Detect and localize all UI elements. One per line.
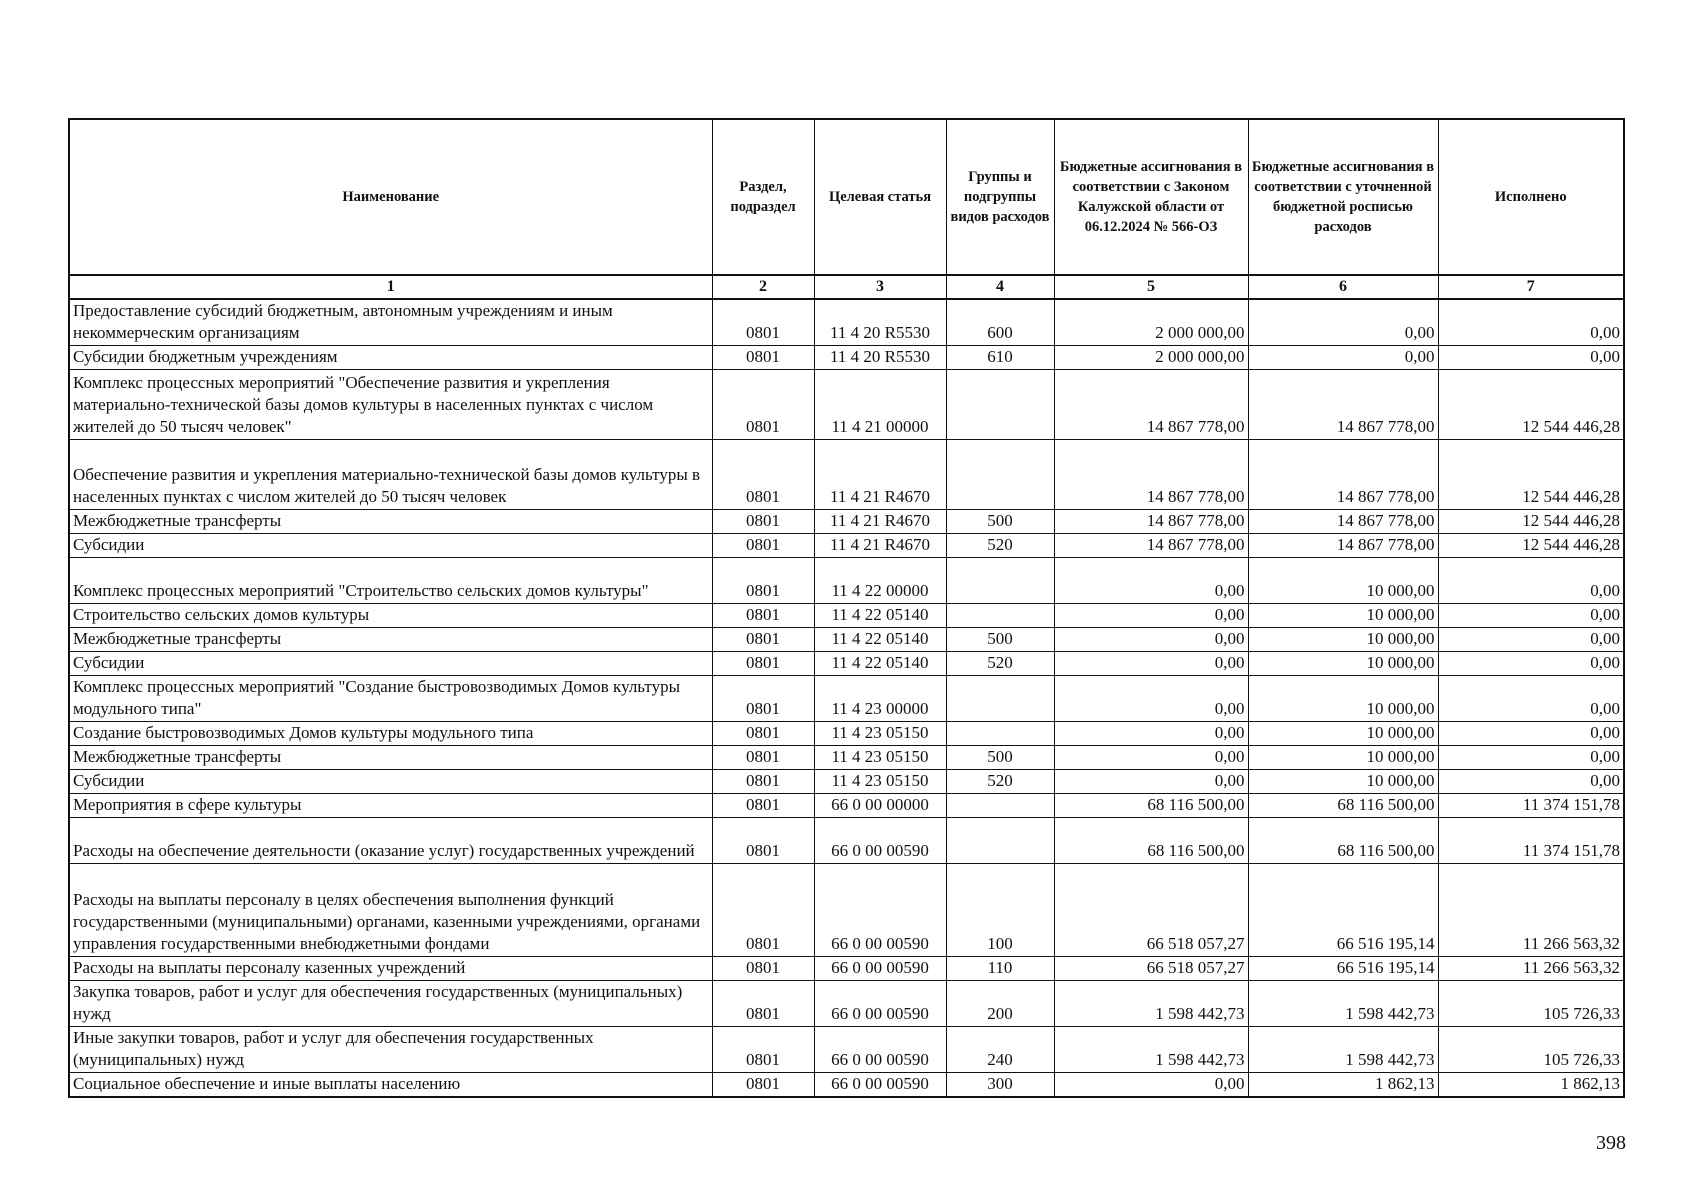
table-row xyxy=(69,676,1624,722)
row-section: 0801 xyxy=(712,1073,814,1098)
row-executed-amount: 0,00 xyxy=(1438,746,1624,770)
row-target-article: 11 4 20 R5530 xyxy=(814,299,946,346)
table-row xyxy=(69,770,1624,794)
row-executed-amount: 105 726,33 xyxy=(1438,1027,1624,1073)
header-name: Наименование xyxy=(69,119,712,275)
row-target-article: 66 0 00 00590 xyxy=(814,1027,946,1073)
table-row xyxy=(69,864,1624,957)
row-revised-amount: 14 867 778,00 xyxy=(1248,440,1438,510)
row-revised-amount: 1 598 442,73 xyxy=(1248,981,1438,1027)
row-expense-group xyxy=(946,558,1054,604)
column-number: 4 xyxy=(946,275,1054,299)
row-law-amount: 66 518 057,27 xyxy=(1054,864,1248,957)
row-expense-group: 500 xyxy=(946,746,1054,770)
column-number: 3 xyxy=(814,275,946,299)
row-revised-amount: 10 000,00 xyxy=(1248,770,1438,794)
row-revised-amount: 10 000,00 xyxy=(1248,722,1438,746)
table-row xyxy=(69,746,1624,770)
row-section: 0801 xyxy=(712,628,814,652)
row-law-amount: 68 116 500,00 xyxy=(1054,818,1248,864)
row-law-amount: 0,00 xyxy=(1054,770,1248,794)
row-expense-group xyxy=(946,722,1054,746)
table-row xyxy=(69,346,1624,370)
table-row xyxy=(69,722,1624,746)
row-law-amount: 1 598 442,73 xyxy=(1054,1027,1248,1073)
row-name: Расходы на выплаты персоналу в целях обеспечения выполнения функций государственными (муниципальными) органами, казенными учреждениями, органами управления государственными внебюджетными фондами xyxy=(69,864,712,957)
row-section: 0801 xyxy=(712,534,814,558)
row-name: Межбюджетные трансферты xyxy=(69,510,712,534)
row-section: 0801 xyxy=(712,770,814,794)
row-name: Комплекс процессных мероприятий "Строительство сельских домов культуры" xyxy=(69,558,712,604)
row-section: 0801 xyxy=(712,722,814,746)
table-row xyxy=(69,981,1624,1027)
row-target-article: 66 0 00 00590 xyxy=(814,981,946,1027)
column-number: 2 xyxy=(712,275,814,299)
table-row xyxy=(69,957,1624,981)
row-executed-amount: 0,00 xyxy=(1438,722,1624,746)
column-number: 6 xyxy=(1248,275,1438,299)
row-executed-amount: 1 862,13 xyxy=(1438,1073,1624,1098)
row-law-amount: 2 000 000,00 xyxy=(1054,346,1248,370)
row-executed-amount: 0,00 xyxy=(1438,676,1624,722)
row-expense-group xyxy=(946,818,1054,864)
row-expense-group xyxy=(946,440,1054,510)
row-target-article: 66 0 00 00590 xyxy=(814,1073,946,1098)
row-expense-group: 520 xyxy=(946,770,1054,794)
row-law-amount: 14 867 778,00 xyxy=(1054,370,1248,440)
row-name: Субсидии xyxy=(69,652,712,676)
row-name: Межбюджетные трансферты xyxy=(69,746,712,770)
row-expense-group: 600 xyxy=(946,299,1054,346)
row-expense-group: 110 xyxy=(946,957,1054,981)
header-law-allocation: Бюджетные ассигнования в соответствии с Законом Калужской области от 06.12.2024 № 566-ОЗ xyxy=(1054,119,1248,275)
row-section: 0801 xyxy=(712,864,814,957)
row-expense-group xyxy=(946,604,1054,628)
row-target-article: 11 4 21 R4670 xyxy=(814,440,946,510)
row-name: Предоставление субсидий бюджетным, автономным учреждениям и иным некоммерческим организациям xyxy=(69,299,712,346)
row-target-article: 11 4 23 05150 xyxy=(814,722,946,746)
row-law-amount: 0,00 xyxy=(1054,722,1248,746)
row-target-article: 11 4 21 R4670 xyxy=(814,534,946,558)
row-target-article: 11 4 22 05140 xyxy=(814,652,946,676)
row-section: 0801 xyxy=(712,746,814,770)
row-target-article: 11 4 22 00000 xyxy=(814,558,946,604)
row-section: 0801 xyxy=(712,957,814,981)
row-section: 0801 xyxy=(712,981,814,1027)
row-executed-amount: 12 544 446,28 xyxy=(1438,534,1624,558)
row-section: 0801 xyxy=(712,510,814,534)
row-name: Социальное обеспечение и иные выплаты населению xyxy=(69,1073,712,1098)
row-revised-amount: 14 867 778,00 xyxy=(1248,510,1438,534)
row-revised-amount: 68 116 500,00 xyxy=(1248,818,1438,864)
table-row xyxy=(69,299,1624,346)
row-target-article: 11 4 22 05140 xyxy=(814,628,946,652)
row-target-article: 66 0 00 00590 xyxy=(814,864,946,957)
row-revised-amount: 10 000,00 xyxy=(1248,604,1438,628)
row-name: Закупка товаров, работ и услуг для обеспечения государственных (муниципальных) нужд xyxy=(69,981,712,1027)
row-expense-group: 610 xyxy=(946,346,1054,370)
row-name: Строительство сельских домов культуры xyxy=(69,604,712,628)
row-target-article: 11 4 20 R5530 xyxy=(814,346,946,370)
row-expense-group xyxy=(946,676,1054,722)
row-law-amount: 0,00 xyxy=(1054,676,1248,722)
row-expense-group: 240 xyxy=(946,1027,1054,1073)
row-law-amount: 14 867 778,00 xyxy=(1054,440,1248,510)
table-row xyxy=(69,440,1624,510)
row-executed-amount: 0,00 xyxy=(1438,299,1624,346)
row-name: Обеспечение развития и укрепления материально-технической базы домов культуры в населенных пунктах с числом жителей до 50 тысяч человек xyxy=(69,440,712,510)
row-expense-group: 520 xyxy=(946,534,1054,558)
page-number: 398 xyxy=(1596,1132,1626,1154)
row-target-article: 11 4 21 00000 xyxy=(814,370,946,440)
row-name: Мероприятия в сфере культуры xyxy=(69,794,712,818)
row-executed-amount: 11 374 151,78 xyxy=(1438,794,1624,818)
row-name: Комплекс процессных мероприятий "Обеспечение развития и укрепления материально-технической базы домов культуры в населенных пунктах с числом жителей до 50 тысяч человек" xyxy=(69,370,712,440)
row-law-amount: 0,00 xyxy=(1054,652,1248,676)
row-expense-group: 300 xyxy=(946,1073,1054,1098)
row-revised-amount: 10 000,00 xyxy=(1248,558,1438,604)
row-executed-amount: 0,00 xyxy=(1438,346,1624,370)
row-law-amount: 14 867 778,00 xyxy=(1054,510,1248,534)
row-revised-amount: 14 867 778,00 xyxy=(1248,534,1438,558)
row-name: Создание быстровозводимых Домов культуры модульного типа xyxy=(69,722,712,746)
column-number: 7 xyxy=(1438,275,1624,299)
header-section: Раздел, подраздел xyxy=(712,119,814,275)
row-revised-amount: 10 000,00 xyxy=(1248,676,1438,722)
row-section: 0801 xyxy=(712,794,814,818)
row-executed-amount: 12 544 446,28 xyxy=(1438,510,1624,534)
row-executed-amount: 105 726,33 xyxy=(1438,981,1624,1027)
row-name: Межбюджетные трансферты xyxy=(69,628,712,652)
row-revised-amount: 0,00 xyxy=(1248,299,1438,346)
row-law-amount: 66 518 057,27 xyxy=(1054,957,1248,981)
row-revised-amount: 1 598 442,73 xyxy=(1248,1027,1438,1073)
row-target-article: 11 4 21 R4670 xyxy=(814,510,946,534)
row-section: 0801 xyxy=(712,346,814,370)
row-target-article: 11 4 23 00000 xyxy=(814,676,946,722)
row-revised-amount: 1 862,13 xyxy=(1248,1073,1438,1098)
header-target-article: Целевая статья xyxy=(814,119,946,275)
table-row xyxy=(69,510,1624,534)
row-name: Иные закупки товаров, работ и услуг для обеспечения государственных (муниципальных) нужд xyxy=(69,1027,712,1073)
row-law-amount: 1 598 442,73 xyxy=(1054,981,1248,1027)
table-row xyxy=(69,534,1624,558)
table-row xyxy=(69,1073,1624,1098)
row-section: 0801 xyxy=(712,818,814,864)
row-target-article: 11 4 23 05150 xyxy=(814,770,946,794)
table-row xyxy=(69,628,1624,652)
row-executed-amount: 0,00 xyxy=(1438,604,1624,628)
row-revised-amount: 10 000,00 xyxy=(1248,652,1438,676)
row-law-amount: 68 116 500,00 xyxy=(1054,794,1248,818)
row-law-amount: 0,00 xyxy=(1054,604,1248,628)
table-row xyxy=(69,652,1624,676)
row-revised-amount: 10 000,00 xyxy=(1248,628,1438,652)
row-executed-amount: 0,00 xyxy=(1438,770,1624,794)
budget-table xyxy=(68,118,1625,1098)
row-name: Расходы на выплаты персоналу казенных учреждений xyxy=(69,957,712,981)
row-law-amount: 0,00 xyxy=(1054,1073,1248,1098)
table-row xyxy=(69,558,1624,604)
row-revised-amount: 10 000,00 xyxy=(1248,746,1438,770)
row-section: 0801 xyxy=(712,1027,814,1073)
row-executed-amount: 12 544 446,28 xyxy=(1438,370,1624,440)
row-expense-group xyxy=(946,794,1054,818)
header-revised-allocation: Бюджетные ассигнования в соответствии с уточненной бюджетной росписью расходов xyxy=(1248,119,1438,275)
row-section: 0801 xyxy=(712,370,814,440)
header-executed: Исполнено xyxy=(1438,119,1624,275)
row-executed-amount: 0,00 xyxy=(1438,558,1624,604)
row-name: Субсидии xyxy=(69,770,712,794)
row-expense-group: 100 xyxy=(946,864,1054,957)
row-executed-amount: 11 266 563,32 xyxy=(1438,957,1624,981)
row-revised-amount: 66 516 195,14 xyxy=(1248,957,1438,981)
row-executed-amount: 11 374 151,78 xyxy=(1438,818,1624,864)
row-expense-group: 500 xyxy=(946,628,1054,652)
row-section: 0801 xyxy=(712,676,814,722)
row-expense-group: 500 xyxy=(946,510,1054,534)
row-expense-group: 520 xyxy=(946,652,1054,676)
row-law-amount: 14 867 778,00 xyxy=(1054,534,1248,558)
row-expense-group xyxy=(946,370,1054,440)
row-name: Расходы на обеспечение деятельности (оказание услуг) государственных учреждений xyxy=(69,818,712,864)
row-revised-amount: 66 516 195,14 xyxy=(1248,864,1438,957)
row-executed-amount: 0,00 xyxy=(1438,628,1624,652)
row-expense-group: 200 xyxy=(946,981,1054,1027)
row-name: Субсидии xyxy=(69,534,712,558)
table-row xyxy=(69,370,1624,440)
row-executed-amount: 12 544 446,28 xyxy=(1438,440,1624,510)
row-section: 0801 xyxy=(712,604,814,628)
row-law-amount: 0,00 xyxy=(1054,558,1248,604)
row-executed-amount: 11 266 563,32 xyxy=(1438,864,1624,957)
row-target-article: 11 4 23 05150 xyxy=(814,746,946,770)
row-section: 0801 xyxy=(712,299,814,346)
row-target-article: 66 0 00 00590 xyxy=(814,957,946,981)
row-law-amount: 0,00 xyxy=(1054,628,1248,652)
row-law-amount: 0,00 xyxy=(1054,746,1248,770)
row-target-article: 66 0 00 00590 xyxy=(814,818,946,864)
row-section: 0801 xyxy=(712,440,814,510)
row-law-amount: 2 000 000,00 xyxy=(1054,299,1248,346)
row-name: Субсидии бюджетным учреждениям xyxy=(69,346,712,370)
row-name: Комплекс процессных мероприятий "Создание быстровозводимых Домов культуры модульного типа" xyxy=(69,676,712,722)
column-number: 5 xyxy=(1054,275,1248,299)
table-row xyxy=(69,794,1624,818)
column-number-row xyxy=(69,275,1624,299)
row-target-article: 11 4 22 05140 xyxy=(814,604,946,628)
header-expense-group: Группы и подгруппы видов расходов xyxy=(946,119,1054,275)
row-target-article: 66 0 00 00000 xyxy=(814,794,946,818)
row-section: 0801 xyxy=(712,558,814,604)
row-section: 0801 xyxy=(712,652,814,676)
table-row xyxy=(69,1027,1624,1073)
table-row xyxy=(69,604,1624,628)
column-number: 1 xyxy=(69,275,712,299)
row-revised-amount: 14 867 778,00 xyxy=(1248,370,1438,440)
row-executed-amount: 0,00 xyxy=(1438,652,1624,676)
table-header-row xyxy=(69,119,1624,275)
row-revised-amount: 0,00 xyxy=(1248,346,1438,370)
table-row xyxy=(69,818,1624,864)
row-revised-amount: 68 116 500,00 xyxy=(1248,794,1438,818)
